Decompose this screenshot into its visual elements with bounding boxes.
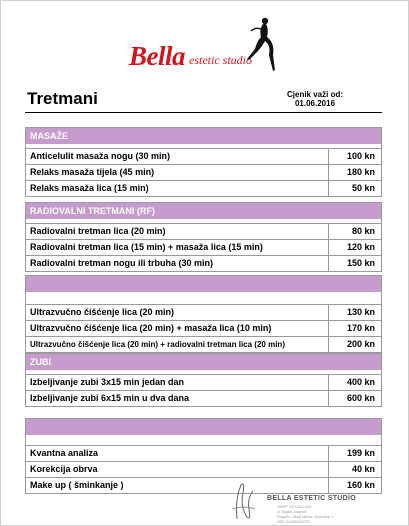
- treatment-name: Izbeljivanje zubi 6x15 min u dva dana: [26, 391, 329, 406]
- treatment-price: 80 kn: [351, 226, 375, 236]
- treatment-name: Radiovalni tretman lica (20 min): [26, 224, 329, 239]
- table-row: [26, 149, 381, 165]
- treatment-name: Relaks masaža tijela (45 min): [26, 165, 329, 180]
- treatment-price: 150 kn: [346, 258, 375, 268]
- treatment-price: 130 kn: [346, 307, 375, 317]
- table-row: [26, 181, 381, 196]
- logo-brand-name: Bella: [129, 41, 185, 71]
- stamp-line: Zagreb, Ulica Nikole Gučetića 1: [277, 514, 334, 519]
- table-row: [26, 305, 381, 321]
- treatment-name: Ultrazvučno čišćenje lica (20 min) + masaža lica (10 min): [26, 321, 329, 336]
- treatment-name: Izbeljivanje zubi 3x15 min jedan dan: [26, 375, 329, 390]
- section-header: [26, 276, 381, 292]
- table-row: [26, 256, 381, 271]
- treatment-name: Anticelulit masaža nogu (30 min): [26, 149, 329, 164]
- signature-icon: [227, 479, 259, 523]
- bella-logo: [129, 15, 279, 77]
- treatment-price: 180 kn: [346, 167, 375, 177]
- table-row: [26, 391, 381, 406]
- treatment-price: 120 kn: [346, 242, 375, 252]
- table-row: [26, 321, 381, 337]
- table-row: [26, 240, 381, 256]
- section-masaze: [25, 127, 382, 197]
- treatment-price: 600 kn: [346, 393, 375, 403]
- section-radiovalni: [25, 202, 382, 272]
- logo-tagline: estetic studio: [189, 53, 252, 67]
- section-zubi: [25, 353, 382, 407]
- title-divider: [25, 112, 382, 113]
- treatment-price: 100 kn: [346, 151, 375, 161]
- table-row: [26, 165, 381, 181]
- treatment-price: 199 kn: [346, 448, 375, 458]
- treatment-name: Radiovalni tretman lica (15 min) + masaža lica (15 min): [26, 240, 329, 255]
- valid-label: Cjenik važi od:: [287, 90, 344, 99]
- table-row: [26, 337, 381, 352]
- valid-from: [287, 90, 343, 108]
- treatment-name: Ultrazvučno čišćenje lica (20 min) + radiovalni tretman lica (20 min): [26, 337, 329, 352]
- treatment-price: 160 kn: [346, 480, 375, 490]
- treatment-name: Kvantna analiza: [26, 446, 329, 461]
- treatment-price: 50 kn: [351, 183, 375, 193]
- table-row: [26, 462, 381, 478]
- section-header: RADIOVALNI TRETMANI (RF): [26, 203, 381, 219]
- table-row: [26, 446, 381, 462]
- page-title: Tretmani: [27, 89, 98, 108]
- treatment-name: Relaks masaža lica (15 min): [26, 181, 329, 196]
- table-row: [26, 375, 381, 391]
- section-header: ZUBI: [26, 354, 381, 370]
- treatment-price: 400 kn: [346, 377, 375, 387]
- valid-date: 01.06.2016: [294, 99, 336, 108]
- studio-stamp: [227, 479, 387, 523]
- stamp-details: [277, 504, 367, 524]
- stamp-line: OBRT ZA USLUGE: [277, 504, 312, 509]
- section-header: MASAŽE: [26, 128, 381, 144]
- section-header: [26, 419, 381, 435]
- treatment-price: 200 kn: [346, 339, 375, 349]
- table-row: [26, 224, 381, 240]
- treatment-name: Radiovalni tretman nogu ili trbuha (30 min): [26, 256, 329, 271]
- woman-silhouette-icon: [243, 15, 279, 75]
- stamp-line: OIB: 22449394757: [277, 519, 311, 524]
- treatment-price: 40 kn: [351, 464, 375, 474]
- treatment-name: Korekcija obrva: [26, 462, 329, 477]
- section-ultrazvucno: [25, 275, 382, 353]
- treatment-name: Make up ( šminkanje ): [26, 478, 329, 493]
- stamp-line: vl. Bojan Adamić: [277, 509, 307, 514]
- treatment-name: Ultrazvučno čišćenje lica (20 min): [26, 305, 329, 320]
- stamp-studio-name: BELLA ESTETIC STUDIO: [267, 495, 356, 502]
- treatment-price: 170 kn: [346, 323, 375, 333]
